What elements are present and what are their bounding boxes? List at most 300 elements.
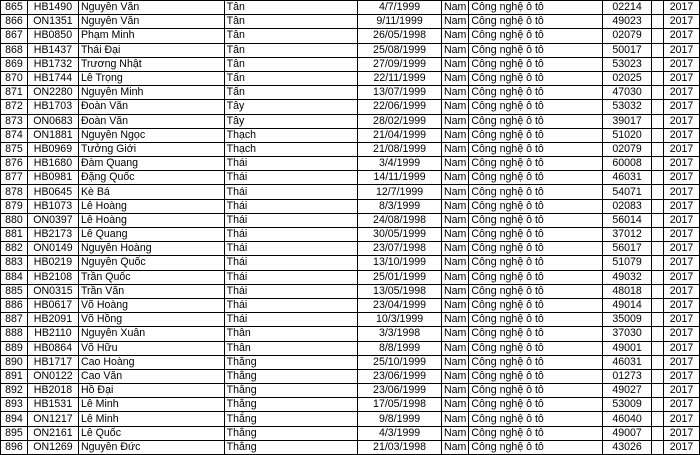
gender-cell: Nam <box>442 43 469 57</box>
table-row <box>1 199 700 213</box>
enrollment-year-cell: 2017 <box>663 199 699 213</box>
enrollment-year-cell: 2017 <box>663 157 699 171</box>
student-id-cell: HB1531 <box>27 398 78 412</box>
date-of-birth-cell: 3/4/1999 <box>358 157 442 171</box>
spacer-cell <box>652 199 664 213</box>
gender-cell: Nam <box>442 142 469 156</box>
table-row <box>1 128 700 142</box>
major-cell: Công nghệ ô tô <box>469 313 603 327</box>
table-row <box>1 57 700 71</box>
area-code-cell: 53023 <box>603 57 652 71</box>
spacer-cell <box>652 256 664 270</box>
table-body <box>1 1 700 455</box>
student-id-cell: HB2110 <box>27 327 78 341</box>
enrollment-year-cell: 2017 <box>663 341 699 355</box>
last-middle-name-cell: Phạm Minh <box>78 29 224 43</box>
student-id-cell: HB1703 <box>27 100 78 114</box>
enrollment-year-cell: 2017 <box>663 242 699 256</box>
last-middle-name-cell: Trần Quốc <box>78 270 224 284</box>
gender-cell: Nam <box>442 57 469 71</box>
date-of-birth-cell: 22/06/1999 <box>358 100 442 114</box>
spacer-cell <box>652 29 664 43</box>
table-row <box>1 71 700 85</box>
gender-cell: Nam <box>442 228 469 242</box>
area-code-cell: 50017 <box>603 43 652 57</box>
last-middle-name-cell: Nguyễn Xuân <box>78 327 224 341</box>
last-middle-name-cell: Lê Trọng <box>78 71 224 85</box>
gender-cell: Nam <box>442 327 469 341</box>
first-name-cell: Thái <box>224 242 358 256</box>
table-row <box>1 242 700 256</box>
date-of-birth-cell: 13/07/1999 <box>358 86 442 100</box>
first-name-cell: Tây <box>224 100 358 114</box>
student-id-cell: ON1351 <box>27 15 78 29</box>
last-middle-name-cell: Nguyễn Văn <box>78 1 224 15</box>
area-code-cell: 46040 <box>603 412 652 426</box>
table-row <box>1 298 700 312</box>
student-id-cell: ON1217 <box>27 412 78 426</box>
major-cell: Công nghệ ô tô <box>469 43 603 57</box>
student-id-cell: HB1744 <box>27 71 78 85</box>
row-number-cell: 874 <box>1 128 28 142</box>
enrollment-year-cell: 2017 <box>663 270 699 284</box>
table-row <box>1 114 700 128</box>
major-cell: Công nghệ ô tô <box>469 440 603 454</box>
first-name-cell: Thắng <box>224 412 358 426</box>
gender-cell: Nam <box>442 185 469 199</box>
last-middle-name-cell: Lê Minh <box>78 398 224 412</box>
area-code-cell: 49014 <box>603 298 652 312</box>
first-name-cell: Thắng <box>224 384 358 398</box>
date-of-birth-cell: 10/3/1999 <box>358 313 442 327</box>
major-cell: Công nghệ ô tô <box>469 114 603 128</box>
row-number-cell: 882 <box>1 242 28 256</box>
date-of-birth-cell: 4/3/1999 <box>358 426 442 440</box>
student-id-cell: HB0219 <box>27 256 78 270</box>
date-of-birth-cell: 17/05/1998 <box>358 398 442 412</box>
spacer-cell <box>652 57 664 71</box>
row-number-cell: 888 <box>1 327 28 341</box>
date-of-birth-cell: 23/04/1999 <box>358 298 442 312</box>
first-name-cell: Thân <box>224 327 358 341</box>
date-of-birth-cell: 4/7/1999 <box>358 1 442 15</box>
spacer-cell <box>652 398 664 412</box>
major-cell: Công nghệ ô tô <box>469 341 603 355</box>
last-middle-name-cell: Lê Hoàng <box>78 199 224 213</box>
gender-cell: Nam <box>442 426 469 440</box>
spacer-cell <box>652 114 664 128</box>
first-name-cell: Tân <box>224 15 358 29</box>
first-name-cell: Thái <box>224 157 358 171</box>
spacer-cell <box>652 341 664 355</box>
gender-cell: Nam <box>442 369 469 383</box>
enrollment-year-cell: 2017 <box>663 171 699 185</box>
area-code-cell: 35009 <box>603 313 652 327</box>
student-id-cell: HB1490 <box>27 1 78 15</box>
table-row <box>1 369 700 383</box>
enrollment-year-cell: 2017 <box>663 1 699 15</box>
area-code-cell: 51020 <box>603 128 652 142</box>
student-id-cell: HB0645 <box>27 185 78 199</box>
row-number-cell: 887 <box>1 313 28 327</box>
major-cell: Công nghệ ô tô <box>469 398 603 412</box>
first-name-cell: Thái <box>224 270 358 284</box>
table-row <box>1 228 700 242</box>
major-cell: Công nghệ ô tô <box>469 327 603 341</box>
date-of-birth-cell: 8/8/1999 <box>358 341 442 355</box>
row-number-cell: 879 <box>1 199 28 213</box>
gender-cell: Nam <box>442 313 469 327</box>
spacer-cell <box>652 284 664 298</box>
major-cell: Công nghệ ô tô <box>469 100 603 114</box>
table-row <box>1 86 700 100</box>
enrollment-year-cell: 2017 <box>663 313 699 327</box>
first-name-cell: Thắng <box>224 440 358 454</box>
gender-cell: Nam <box>442 157 469 171</box>
row-number-cell: 893 <box>1 398 28 412</box>
enrollment-year-cell: 2017 <box>663 142 699 156</box>
last-middle-name-cell: Nguyễn Ngọc <box>78 128 224 142</box>
major-cell: Công nghệ ô tô <box>469 29 603 43</box>
student-id-cell: ON2161 <box>27 426 78 440</box>
row-number-cell: 880 <box>1 213 28 227</box>
major-cell: Công nghệ ô tô <box>469 57 603 71</box>
table-row <box>1 270 700 284</box>
last-middle-name-cell: Nguyễn Văn <box>78 15 224 29</box>
table-row <box>1 355 700 369</box>
date-of-birth-cell: 9/11/1999 <box>358 15 442 29</box>
area-code-cell: 60008 <box>603 157 652 171</box>
enrollment-year-cell: 2017 <box>663 384 699 398</box>
first-name-cell: Tấn <box>224 71 358 85</box>
spacer-cell <box>652 412 664 426</box>
date-of-birth-cell: 26/05/1998 <box>358 29 442 43</box>
date-of-birth-cell: 13/05/1998 <box>358 284 442 298</box>
date-of-birth-cell: 23/06/1999 <box>358 369 442 383</box>
major-cell: Công nghệ ô tô <box>469 228 603 242</box>
last-middle-name-cell: Lê Quốc <box>78 426 224 440</box>
row-number-cell: 890 <box>1 355 28 369</box>
date-of-birth-cell: 22/11/1999 <box>358 71 442 85</box>
spacer-cell <box>652 270 664 284</box>
gender-cell: Nam <box>442 298 469 312</box>
area-code-cell: 49027 <box>603 384 652 398</box>
table-row <box>1 185 700 199</box>
last-middle-name-cell: Lê Minh <box>78 412 224 426</box>
date-of-birth-cell: 13/10/1999 <box>358 256 442 270</box>
area-code-cell: 02025 <box>603 71 652 85</box>
spacer-cell <box>652 157 664 171</box>
student-id-cell: HB0969 <box>27 142 78 156</box>
major-cell: Công nghệ ô tô <box>469 171 603 185</box>
area-code-cell: 49007 <box>603 426 652 440</box>
row-number-cell: 891 <box>1 369 28 383</box>
enrollment-year-cell: 2017 <box>663 100 699 114</box>
area-code-cell: 47030 <box>603 86 652 100</box>
major-cell: Công nghệ ô tô <box>469 86 603 100</box>
gender-cell: Nam <box>442 71 469 85</box>
student-id-cell: HB0981 <box>27 171 78 185</box>
last-middle-name-cell: Lê Hoàng <box>78 213 224 227</box>
gender-cell: Nam <box>442 341 469 355</box>
table-row <box>1 213 700 227</box>
first-name-cell: Thạch <box>224 128 358 142</box>
first-name-cell: Thạch <box>224 142 358 156</box>
table-row <box>1 284 700 298</box>
area-code-cell: 49001 <box>603 341 652 355</box>
area-code-cell: 49023 <box>603 15 652 29</box>
date-of-birth-cell: 23/06/1999 <box>358 384 442 398</box>
gender-cell: Nam <box>442 398 469 412</box>
area-code-cell: 48018 <box>603 284 652 298</box>
table-row <box>1 327 700 341</box>
spacer-cell <box>652 185 664 199</box>
spacer-cell <box>652 426 664 440</box>
date-of-birth-cell: 28/02/1999 <box>358 114 442 128</box>
major-cell: Công nghệ ô tô <box>469 284 603 298</box>
major-cell: Công nghệ ô tô <box>469 270 603 284</box>
area-code-cell: 37012 <box>603 228 652 242</box>
row-number-cell: 889 <box>1 341 28 355</box>
area-code-cell: 02214 <box>603 1 652 15</box>
date-of-birth-cell: 25/01/1999 <box>358 270 442 284</box>
row-number-cell: 870 <box>1 71 28 85</box>
major-cell: Công nghệ ô tô <box>469 199 603 213</box>
enrollment-year-cell: 2017 <box>663 71 699 85</box>
date-of-birth-cell: 21/03/1998 <box>358 440 442 454</box>
last-middle-name-cell: Võ Hoàng <box>78 298 224 312</box>
table-row <box>1 15 700 29</box>
gender-cell: Nam <box>442 440 469 454</box>
table-row <box>1 171 700 185</box>
gender-cell: Nam <box>442 15 469 29</box>
enrollment-year-cell: 2017 <box>663 228 699 242</box>
gender-cell: Nam <box>442 213 469 227</box>
date-of-birth-cell: 21/08/1999 <box>358 142 442 156</box>
row-number-cell: 884 <box>1 270 28 284</box>
table-row <box>1 1 700 15</box>
first-name-cell: Tân <box>224 1 358 15</box>
last-middle-name-cell: Nguyễn Hoàng <box>78 242 224 256</box>
table-row <box>1 412 700 426</box>
area-code-cell: 49032 <box>603 270 652 284</box>
last-middle-name-cell: Hồ Đại <box>78 384 224 398</box>
area-code-cell: 46031 <box>603 355 652 369</box>
student-id-cell: ON0397 <box>27 213 78 227</box>
date-of-birth-cell: 21/04/1999 <box>358 128 442 142</box>
student-id-cell: ON1881 <box>27 128 78 142</box>
student-id-cell: HB1437 <box>27 43 78 57</box>
enrollment-year-cell: 2017 <box>663 256 699 270</box>
row-number-cell: 868 <box>1 43 28 57</box>
spacer-cell <box>652 171 664 185</box>
gender-cell: Nam <box>442 171 469 185</box>
enrollment-year-cell: 2017 <box>663 355 699 369</box>
date-of-birth-cell: 25/10/1999 <box>358 355 442 369</box>
enrollment-year-cell: 2017 <box>663 86 699 100</box>
row-number-cell: 865 <box>1 1 28 15</box>
spacer-cell <box>652 15 664 29</box>
area-code-cell: 53009 <box>603 398 652 412</box>
enrollment-year-cell: 2017 <box>663 398 699 412</box>
student-id-cell: HB2173 <box>27 228 78 242</box>
last-middle-name-cell: Đoàn Văn <box>78 100 224 114</box>
last-middle-name-cell: Trương Nhật <box>78 57 224 71</box>
gender-cell: Nam <box>442 86 469 100</box>
major-cell: Công nghệ ô tô <box>469 355 603 369</box>
enrollment-year-cell: 2017 <box>663 43 699 57</box>
gender-cell: Nam <box>442 355 469 369</box>
major-cell: Công nghệ ô tô <box>469 157 603 171</box>
table-row <box>1 100 700 114</box>
first-name-cell: Thái <box>224 284 358 298</box>
date-of-birth-cell: 9/8/1999 <box>358 412 442 426</box>
major-cell: Công nghệ ô tô <box>469 213 603 227</box>
gender-cell: Nam <box>442 270 469 284</box>
student-id-cell: HB0617 <box>27 298 78 312</box>
enrollment-year-cell: 2017 <box>663 440 699 454</box>
student-id-cell: ON1269 <box>27 440 78 454</box>
spacer-cell <box>652 71 664 85</box>
first-name-cell: Tây <box>224 114 358 128</box>
student-id-cell: HB0850 <box>27 29 78 43</box>
row-number-cell: 875 <box>1 142 28 156</box>
date-of-birth-cell: 12/7/1999 <box>358 185 442 199</box>
last-middle-name-cell: Trần Văn <box>78 284 224 298</box>
table-row <box>1 142 700 156</box>
first-name-cell: Thái <box>224 171 358 185</box>
spacer-cell <box>652 384 664 398</box>
first-name-cell: Tấn <box>224 86 358 100</box>
spacer-cell <box>652 313 664 327</box>
row-number-cell: 878 <box>1 185 28 199</box>
major-cell: Công nghệ ô tô <box>469 384 603 398</box>
table-row <box>1 398 700 412</box>
enrollment-year-cell: 2017 <box>663 369 699 383</box>
row-number-cell: 866 <box>1 15 28 29</box>
spacer-cell <box>652 43 664 57</box>
spacer-cell <box>652 1 664 15</box>
area-code-cell: 56017 <box>603 242 652 256</box>
major-cell: Công nghệ ô tô <box>469 128 603 142</box>
student-id-cell: ON0315 <box>27 284 78 298</box>
table-row <box>1 313 700 327</box>
spacer-cell <box>652 100 664 114</box>
major-cell: Công nghệ ô tô <box>469 412 603 426</box>
area-code-cell: 37030 <box>603 327 652 341</box>
gender-cell: Nam <box>442 1 469 15</box>
spacer-cell <box>652 213 664 227</box>
row-number-cell: 895 <box>1 426 28 440</box>
first-name-cell: Tân <box>224 43 358 57</box>
last-middle-name-cell: Tưởng Giới <box>78 142 224 156</box>
enrollment-year-cell: 2017 <box>663 298 699 312</box>
row-number-cell: 872 <box>1 100 28 114</box>
enrollment-year-cell: 2017 <box>663 15 699 29</box>
spacer-cell <box>652 142 664 156</box>
date-of-birth-cell: 27/09/1999 <box>358 57 442 71</box>
major-cell: Công nghệ ô tô <box>469 71 603 85</box>
last-middle-name-cell: Lê Quang <box>78 228 224 242</box>
area-code-cell: 46031 <box>603 171 652 185</box>
major-cell: Công nghệ ô tô <box>469 15 603 29</box>
major-cell: Công nghệ ô tô <box>469 256 603 270</box>
date-of-birth-cell: 30/05/1999 <box>358 228 442 242</box>
first-name-cell: Thái <box>224 313 358 327</box>
first-name-cell: Thắng <box>224 369 358 383</box>
major-cell: Công nghệ ô tô <box>469 242 603 256</box>
date-of-birth-cell: 24/08/1998 <box>358 213 442 227</box>
first-name-cell: Thái <box>224 228 358 242</box>
area-code-cell: 02083 <box>603 199 652 213</box>
row-number-cell: 873 <box>1 114 28 128</box>
first-name-cell: Tân <box>224 57 358 71</box>
first-name-cell: Thân <box>224 341 358 355</box>
spacer-cell <box>652 228 664 242</box>
major-cell: Công nghệ ô tô <box>469 185 603 199</box>
last-middle-name-cell: Đàm Quang <box>78 157 224 171</box>
table-row <box>1 43 700 57</box>
enrollment-year-cell: 2017 <box>663 57 699 71</box>
table-row <box>1 426 700 440</box>
last-middle-name-cell: Nguyễn Minh <box>78 86 224 100</box>
enrollment-year-cell: 2017 <box>663 185 699 199</box>
table-row <box>1 157 700 171</box>
student-id-cell: HB2018 <box>27 384 78 398</box>
date-of-birth-cell: 3/3/1998 <box>358 327 442 341</box>
first-name-cell: Thắng <box>224 398 358 412</box>
area-code-cell: 01273 <box>603 369 652 383</box>
table-row <box>1 440 700 454</box>
spacer-cell <box>652 440 664 454</box>
spacer-cell <box>652 369 664 383</box>
area-code-cell: 56014 <box>603 213 652 227</box>
student-id-cell: HB1680 <box>27 157 78 171</box>
student-id-cell: HB1073 <box>27 199 78 213</box>
last-middle-name-cell: Nguyễn Đức <box>78 440 224 454</box>
last-middle-name-cell: Võ Hữu <box>78 341 224 355</box>
enrollment-year-cell: 2017 <box>663 213 699 227</box>
row-number-cell: 876 <box>1 157 28 171</box>
last-middle-name-cell: Nguyễn Quốc <box>78 256 224 270</box>
row-number-cell: 881 <box>1 228 28 242</box>
row-number-cell: 871 <box>1 86 28 100</box>
table-row <box>1 341 700 355</box>
row-number-cell: 886 <box>1 298 28 312</box>
row-number-cell: 867 <box>1 29 28 43</box>
gender-cell: Nam <box>442 100 469 114</box>
last-middle-name-cell: Đặng Quốc <box>78 171 224 185</box>
student-id-cell: HB2108 <box>27 270 78 284</box>
enrollment-year-cell: 2017 <box>663 114 699 128</box>
gender-cell: Nam <box>442 199 469 213</box>
enrollment-year-cell: 2017 <box>663 284 699 298</box>
first-name-cell: Thái <box>224 185 358 199</box>
first-name-cell: Thái <box>224 199 358 213</box>
area-code-cell: 43026 <box>603 440 652 454</box>
spacer-cell <box>652 86 664 100</box>
student-id-cell: HB1732 <box>27 57 78 71</box>
last-middle-name-cell: Võ Hồng <box>78 313 224 327</box>
spacer-cell <box>652 327 664 341</box>
spacer-cell <box>652 128 664 142</box>
enrollment-year-cell: 2017 <box>663 412 699 426</box>
gender-cell: Nam <box>442 412 469 426</box>
gender-cell: Nam <box>442 128 469 142</box>
first-name-cell: Tân <box>224 29 358 43</box>
major-cell: Công nghệ ô tô <box>469 1 603 15</box>
area-code-cell: 02079 <box>603 142 652 156</box>
